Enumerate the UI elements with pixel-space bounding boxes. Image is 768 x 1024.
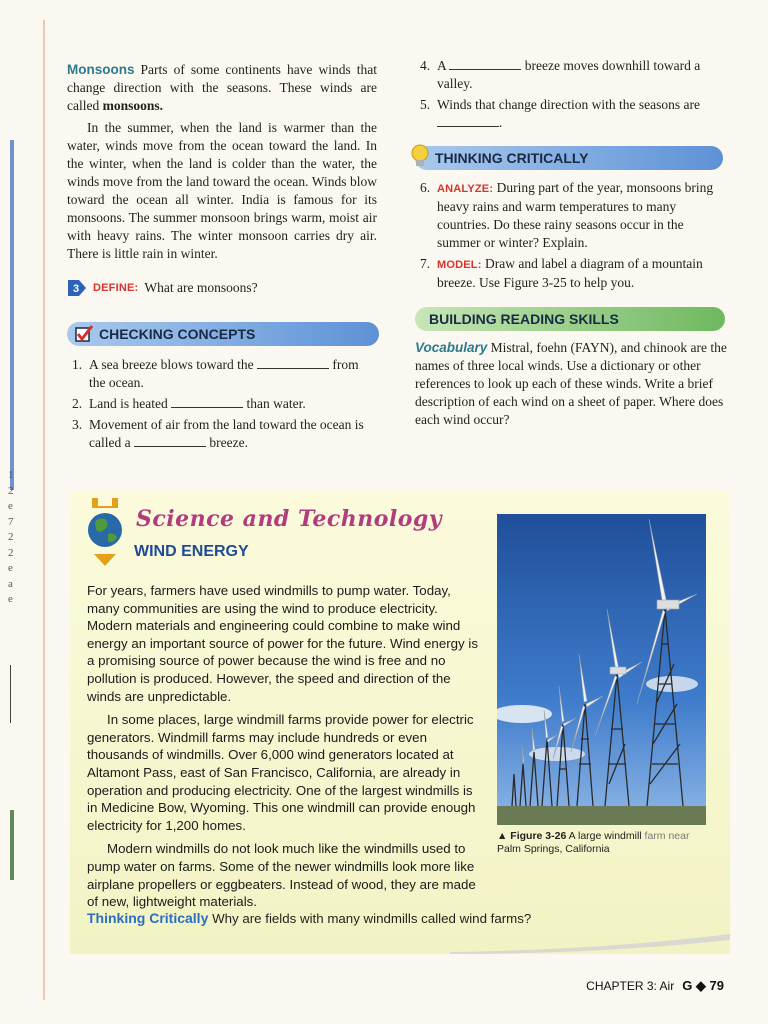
edge-color-bar-green xyxy=(10,810,14,880)
margin-letters: 1 2 e 7 2 2 e a e xyxy=(8,469,14,605)
answer-blank xyxy=(257,356,329,369)
margin-rule xyxy=(43,20,45,1000)
monsoons-intro: Monsoons Parts of some continents have winds that change direction with the seasons. These winds are called monsoons. xyxy=(67,62,378,113)
list-item: 5. Winds that change direction with the seasons are . xyxy=(420,97,700,130)
decorative-swoosh xyxy=(450,932,730,954)
chapter-label: CHAPTER 3: Air xyxy=(586,979,675,993)
list-item: 1. A sea breeze blows toward the from the ocean. xyxy=(72,357,359,390)
thinking-critically-banner xyxy=(415,146,723,170)
thinking-critically-title: THINKING CRITICALLY xyxy=(435,150,589,166)
vocabulary-paragraph: Vocabulary Mistral, foehn (FAYN), and chinook are the names of three local winds. Use a dictionary or other references to look up each of these winds. Write a brief description of each wind on a sheet of paper. Where does each wind occur? xyxy=(415,340,727,427)
term-vocabulary: Vocabulary xyxy=(415,340,488,355)
answer-blank xyxy=(171,395,243,408)
building-reading-skills-banner xyxy=(415,307,725,331)
building-reading-skills-title: BUILDING READING SKILLS xyxy=(429,311,619,327)
define-question: What are monsoons? xyxy=(144,280,258,295)
feature-paragraph: Modern windmills do not look much like the windmills used to pump water on farms. Some of the newer windmills look more like airplane propellers or eggbeaters. Instead of wood, they are made of new, lightweight materials. xyxy=(87,841,476,910)
feature-thinking-critically xyxy=(87,910,647,926)
feature-paragraph: For years, farmers have used windmills to pump water. Today, many communities are using the wind to produce electricity. Modern materials and engineering could combine to make wind energy an important source of power for the future. Wind energy is a promising source of power because the wind is free and no pollution is produced. However, the speed and direction of the winds are unpredictable. xyxy=(87,583,478,704)
svg-text:3: 3 xyxy=(73,283,80,295)
checking-concepts-list-continued xyxy=(415,57,727,132)
answer-blank xyxy=(134,434,206,447)
checkmark-icon xyxy=(75,325,93,343)
define-tag: DEFINE: xyxy=(93,282,139,294)
answer-blank xyxy=(437,114,499,127)
page-footer xyxy=(586,978,724,994)
edge-tick xyxy=(10,665,11,723)
thinking-critically-question: Why are fields with many windmills called wind farms? xyxy=(212,911,532,926)
thinking-critically-list xyxy=(415,179,727,292)
feature-paragraph: In some places, large windmill farms provide power for electric generators. Windmill farms may include hundreds or even thousands of windmills. Over 6,000 wind generators located at Altamont Pass, east of San Francisco, California, are already in operation and producing electricity. One of the largest windmills is in Medicine Bow, Wyoming. This one windmill can provide enough electricity for 1,200 homes. xyxy=(87,712,476,833)
list-item: 7. MODEL: Draw and label a diagram of a mountain breeze. Use Figure 3-25 to help you. xyxy=(420,256,703,290)
term-monsoons: Monsoons xyxy=(67,62,135,77)
right-column xyxy=(415,57,727,429)
list-item: 6. ANALYZE: During part of the year, monsoons bring heavy rains and warm temperatures to many countries. Do these rainy seasons occur in the summer or winter? Explain. xyxy=(420,180,714,250)
page-number: G ◆ 79 xyxy=(682,978,724,993)
checking-concepts-list xyxy=(67,356,377,452)
figure-caption: ▲ Figure 3-26 A large windmill farm near Palm Springs, California xyxy=(497,830,690,855)
define-prompt xyxy=(67,279,377,297)
answer-blank xyxy=(449,57,521,70)
list-item: 4. A breeze moves downhill toward a valley. xyxy=(420,58,701,91)
arrow-badge-icon xyxy=(67,279,87,297)
edge-color-bar xyxy=(10,140,14,490)
windmill-farm-photo xyxy=(497,514,706,825)
monsoons-paragraph: In the summer, when the land is warmer than the water, winds move from the ocean toward the land. In the winter, when the land is colder than the water, the winds move from the land toward the ocean. Winds blow toward the ocean all winter. India is famous for its monsoons. The summer monsoon brings warm, moist air with heavy rains. The winter monsoon carries dry air. There is little rain in winter. xyxy=(67,120,377,261)
feature-subtitle: WIND ENERGY xyxy=(134,543,249,560)
science-technology-feature xyxy=(70,492,730,954)
left-column xyxy=(67,61,377,455)
thinking-critically-label: Thinking Critically xyxy=(87,910,209,926)
list-item: 3. Movement of air from the land toward the ocean is called a breeze. xyxy=(72,417,364,450)
checking-concepts-banner xyxy=(67,322,379,346)
list-item: 2. Land is heated than water. xyxy=(72,396,306,411)
feature-title: Science and Technology xyxy=(136,506,443,532)
feature-body xyxy=(87,582,482,911)
checking-concepts-title: CHECKING CONCEPTS xyxy=(99,326,256,342)
globe-icon xyxy=(84,496,126,568)
lightbulb-icon xyxy=(409,143,431,169)
